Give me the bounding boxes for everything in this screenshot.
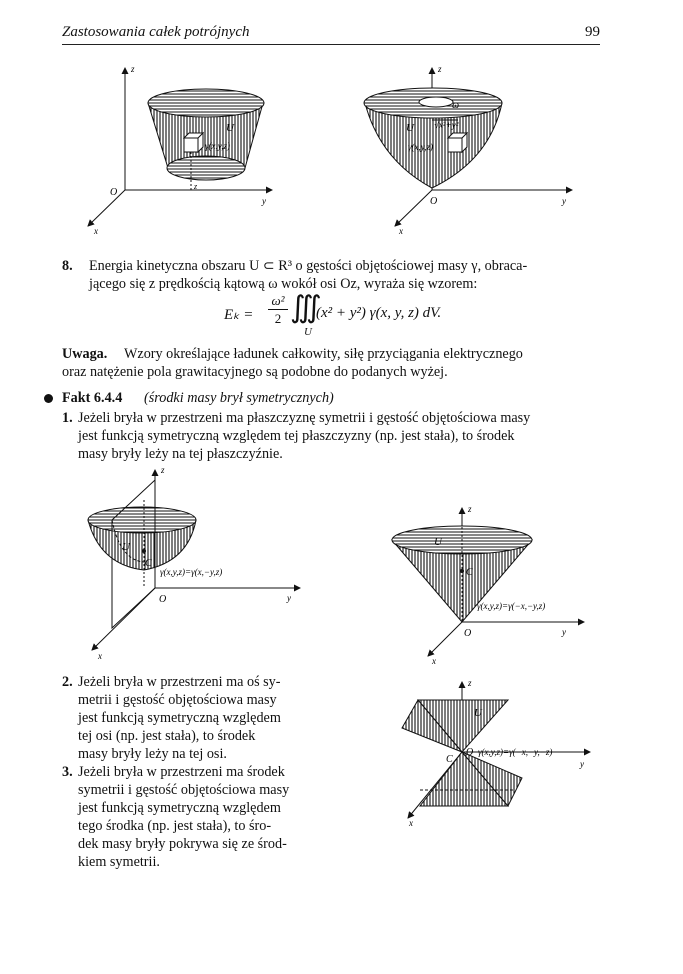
page-number: 99 <box>585 24 600 40</box>
remark-line1: Wzory określające ładunek całkowity, siłę przyciągania elektrycznego <box>124 346 523 362</box>
fig4-origin-label: O <box>464 628 472 639</box>
fig5-region-label: U <box>474 707 482 719</box>
fact-label: Fakt 6.4.4 <box>62 390 123 406</box>
point1-number: 1. <box>62 410 73 426</box>
point3-number: 3. <box>62 764 73 780</box>
fig2-y-label: y <box>562 196 566 206</box>
remark-line2: oraz natężenie pola grawitacyjnego są podobne do podanych wyżej. <box>62 364 448 380</box>
fig2-radius-label: √x²+y² <box>434 120 459 130</box>
fig1-density-label: γ(x,y,z) <box>205 141 231 151</box>
fact-subtitle: (środki masy brył symetrycznych) <box>144 390 334 406</box>
figure-rotating-bowl <box>364 68 572 226</box>
fig5-center-label: C <box>446 754 453 765</box>
fig3-y-label: y <box>287 593 291 603</box>
figure-axis-symmetry <box>392 508 584 656</box>
fig1-z-point-label: z <box>194 182 198 191</box>
fig5-origin-label: O <box>466 747 474 758</box>
formula-denominator: 2 <box>274 311 282 326</box>
fig3-symmetry-eq: γ(x,y,z)=γ(x,−y,z) <box>160 567 223 577</box>
fig3-center-label: C <box>145 558 152 569</box>
figure-plane-symmetry <box>88 470 300 650</box>
point1-line3: masy bryły leży na tej płaszczyźnie. <box>78 446 283 462</box>
point3-line: symetrii i gęstość objętościowa masy <box>78 782 290 798</box>
point1-line2: jest funkcją symetryczną względem tej płaszczyzny (np. jest stała), to środek <box>78 428 515 444</box>
point2-number: 2. <box>62 674 73 690</box>
point2-line: tej osi (np. jest stała), to środek <box>78 728 256 744</box>
item8-line2: jącego się z prędkością kątową ω wokół osi Oz, wyraża się wzorem: <box>89 276 478 292</box>
point3-line: jest funkcją symetryczną względem <box>78 800 281 816</box>
point3-line: kiem symetrii. <box>78 854 160 870</box>
fig5-y-label: y <box>580 759 584 769</box>
remark-label: Uwaga. <box>62 346 108 362</box>
point2-line: Jeżeli bryła w przestrzeni ma oś sy- <box>78 674 281 690</box>
fig1-region-label: U <box>226 122 234 134</box>
point3-line: dek masy bryły pokrywa się ze środ- <box>78 836 287 852</box>
point2-line: masy bryły leży na tej osi. <box>78 746 227 762</box>
fig1-x-label: x <box>94 226 98 236</box>
formula-numerator: ω² <box>268 293 288 310</box>
fig1-z-label: z <box>131 64 135 74</box>
item8-line1: Energia kinetyczna obszaru U ⊂ R³ o gęstości objętościowej masy γ, obraca- <box>89 258 528 274</box>
fig4-y-label: y <box>562 627 566 637</box>
fig1-y-label: y <box>262 196 266 206</box>
fig2-region-label: U <box>406 122 414 134</box>
fig3-z-label: z <box>161 465 165 475</box>
fig2-omega-label: ω <box>452 100 460 111</box>
fig2-origin-label: O <box>430 196 438 207</box>
formula-domain: U <box>304 326 312 338</box>
fact-bullet <box>44 394 53 403</box>
item8-number: 8. <box>62 258 73 274</box>
fig4-x-label: x <box>432 656 436 666</box>
fig4-symmetry-eq: γ(x,y,z)=γ(−x,−y,z) <box>477 601 546 611</box>
point1-line1: Jeżeli bryła w przestrzeni ma płaszczyznę symetrii i gęstość objętościowa masy <box>78 410 531 426</box>
fig5-symmetry-eq: γ(x,y,z)=γ(−x,−y,−z) <box>478 747 553 757</box>
formula-lhs: Eₖ = <box>224 307 254 323</box>
figure-frustum <box>88 68 272 226</box>
fig2-density-label: γ(x,y,z) <box>408 142 434 152</box>
point2-line: metrii i gęstość objętościowa masy <box>78 692 277 708</box>
running-header: Zastosowania całek potrójnych <box>62 24 250 40</box>
fig4-z-label: z <box>468 504 472 514</box>
fig5-x-label: x <box>409 818 413 828</box>
fig4-center-label: C <box>466 567 473 578</box>
point2-line: jest funkcją symetryczną względem <box>78 710 281 726</box>
point3-line: tego środka (np. jest stała), to śro- <box>78 818 272 834</box>
formula-integrand: (x² + y²) γ(x, y, z) dV. <box>316 305 442 321</box>
fig1-origin-label: O <box>110 187 118 198</box>
fig2-x-label: x <box>399 226 403 236</box>
fig5-z-label: z <box>468 678 472 688</box>
fig3-region-label: U <box>122 541 130 553</box>
fig4-region-label: U <box>434 536 442 548</box>
triple-integral-sign: ∭ <box>290 291 322 324</box>
fig3-origin-label: O <box>159 594 167 605</box>
fig3-x-label: x <box>98 651 102 661</box>
fig2-z-label: z <box>438 64 442 74</box>
point3-line: Jeżeli bryła w przestrzeni ma środek <box>78 764 285 780</box>
